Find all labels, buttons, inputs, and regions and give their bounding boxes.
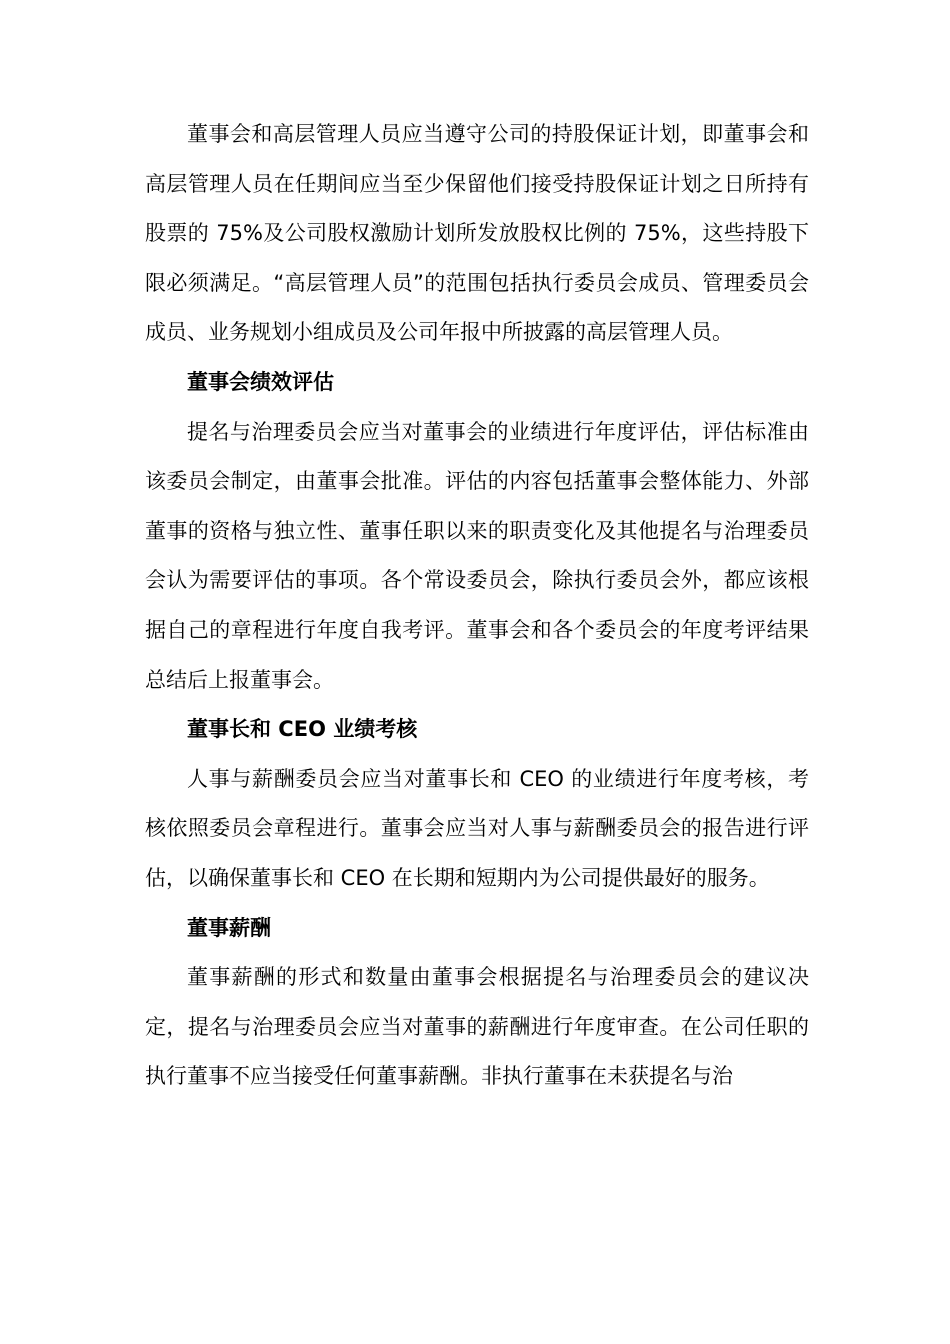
paragraph-chairman-ceo-review: 人事与薪酬委员会应当对董事长和 CEO 的业绩进行年度考核，考核依照委员会章程进行。董事会应当对人事与薪酬委员会的报告进行评估，以确保董事长和 CEO 在长期和短期内为公司提供最好的服务。 (145, 766, 809, 890)
heading-chairman-ceo-review: 董事长和 CEO 业绩考核 (187, 717, 418, 742)
paragraph-director-compensation: 董事薪酬的形式和数量由董事会根据提名与治理委员会的建议决定，提名与治理委员会应当对董事的薪酬进行年度审查。在公司任职的执行董事不应当接受任何董事薪酬。非执行董事在未获提名与治 (145, 965, 809, 1089)
heading-board-evaluation: 董事会绩效评估 (187, 369, 334, 394)
heading-director-compensation: 董事薪酬 (187, 915, 271, 940)
paragraph-board-evaluation: 提名与治理委员会应当对董事会的业绩进行年度评估，评估标准由该委员会制定，由董事会批准。评估的内容包括董事会整体能力、外部董事的资格与独立性、董事任职以来的职责变化及其他提名与治理委员会认为需要评估的事项。各个常设委员会，除执行委员会外，都应该根据自己的章程进行年度自我考评。董事会和各个委员会的年度考评结果总结后上报董事会。 (145, 419, 809, 692)
paragraph-shareholding-plan: 董事会和高层管理人员应当遵守公司的持股保证计划，即董事会和高层管理人员在任期间应当至少保留他们接受持股保证计划之日所持有股票的 75%及公司股权激励计划所发放股权比例的 75%，这些持股下限必须满足。“高层管理人员”的范围包括执行委员会成员、管理委员会成员、业务规划小组成员及公司年报中所披露的高层管理人员。 (145, 122, 809, 345)
document-page (145, 110, 809, 1102)
